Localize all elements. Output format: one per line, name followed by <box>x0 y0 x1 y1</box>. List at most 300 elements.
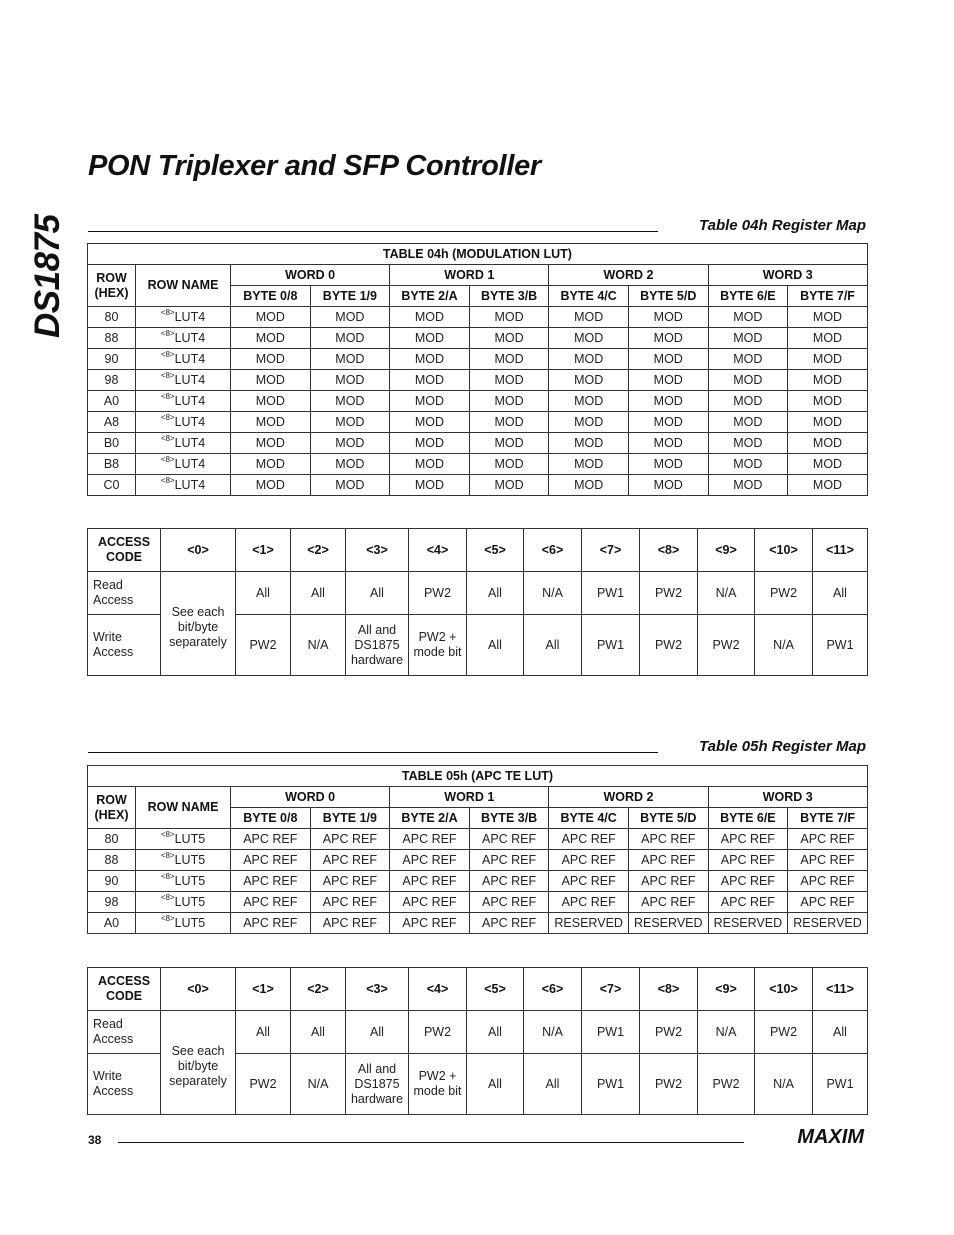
register-cell: MOD <box>310 370 390 391</box>
word-header: WORD 1 <box>390 265 549 286</box>
col-row-hex: ROW (HEX) <box>88 265 136 307</box>
write-access-cell: N/A <box>291 1054 346 1115</box>
register-cell: APC REF <box>469 829 549 850</box>
access-code: <11> <box>813 529 868 572</box>
row-name-superscript: <8> <box>160 412 175 422</box>
row-hex: A0 <box>88 913 136 934</box>
register-cell: APC REF <box>788 829 868 850</box>
register-cell: MOD <box>628 412 708 433</box>
word-header: WORD 3 <box>708 265 867 286</box>
register-cell: MOD <box>628 349 708 370</box>
row-name-superscript: <8> <box>160 871 175 881</box>
row-name-label: LUT4 <box>174 309 206 324</box>
row-name <box>136 454 231 475</box>
register-cell: APC REF <box>708 829 788 850</box>
table-row <box>88 454 868 475</box>
byte-header: BYTE 0/8 <box>231 808 311 829</box>
word-header: WORD 2 <box>549 787 708 808</box>
byte-header: BYTE 0/8 <box>231 286 311 307</box>
register-cell: MOD <box>469 370 549 391</box>
register-cell: MOD <box>788 328 868 349</box>
register-cell: APC REF <box>549 871 629 892</box>
table-row <box>88 475 868 496</box>
table-row <box>88 829 868 850</box>
row-name-superscript: <8> <box>160 454 175 464</box>
access-header-row <box>88 968 868 1011</box>
register-cell: MOD <box>390 391 470 412</box>
row-name <box>136 913 231 934</box>
access-code-header: ACCESS CODE <box>88 529 161 572</box>
access-code: <8> <box>640 529 698 572</box>
access-code: <10> <box>755 529 813 572</box>
read-access-row <box>88 572 868 615</box>
register-cell: MOD <box>231 475 311 496</box>
access-code: <1> <box>236 529 291 572</box>
byte-header: BYTE 5/D <box>628 808 708 829</box>
table-row <box>88 328 868 349</box>
register-cell: MOD <box>628 370 708 391</box>
register-cell: MOD <box>469 328 549 349</box>
row-hex: A0 <box>88 391 136 412</box>
byte-header: BYTE 2/A <box>390 286 470 307</box>
page-number: 38 <box>88 1133 102 1147</box>
word-header: WORD 3 <box>708 787 867 808</box>
register-cell: MOD <box>708 412 788 433</box>
row-name-label: LUT4 <box>174 435 206 450</box>
row-name-superscript: <8> <box>160 328 175 338</box>
read-access-cell: PW2 <box>409 1011 467 1054</box>
register-cell: MOD <box>549 328 629 349</box>
table-row <box>88 391 868 412</box>
write-access-cell: All and DS1875 hardware <box>346 1054 409 1115</box>
heading-rule <box>88 231 658 232</box>
row-hex: 98 <box>88 892 136 913</box>
row-name <box>136 829 231 850</box>
access-code: <4> <box>409 529 467 572</box>
read-access-cell: All <box>236 1011 291 1054</box>
byte-header: BYTE 7/F <box>788 286 868 307</box>
write-access-cell: PW2 + mode bit <box>409 1054 467 1115</box>
byte-header: BYTE 6/E <box>708 808 788 829</box>
byte-header: BYTE 3/B <box>469 808 549 829</box>
row-name-superscript: <8> <box>160 850 175 860</box>
write-access-cell: PW2 <box>236 615 291 676</box>
register-cell: MOD <box>549 454 629 475</box>
read-access-label: Read Access <box>88 1011 161 1054</box>
access-code: <7> <box>582 529 640 572</box>
row-name-label: LUT5 <box>174 831 206 846</box>
write-access-cell: PW1 <box>582 615 640 676</box>
write-access-label: Write Access <box>88 615 161 676</box>
read-access-cell: PW2 <box>640 1011 698 1054</box>
byte-header: BYTE 3/B <box>469 286 549 307</box>
register-cell: APC REF <box>628 871 708 892</box>
register-cell: APC REF <box>708 871 788 892</box>
register-cell: MOD <box>390 349 470 370</box>
register-cell: MOD <box>390 307 470 328</box>
register-cell: MOD <box>549 391 629 412</box>
register-cell: APC REF <box>310 871 390 892</box>
read-access-cell: PW2 <box>409 572 467 615</box>
write-access-cell: PW1 <box>813 615 868 676</box>
row-name-label: LUT4 <box>174 393 206 408</box>
register-cell: APC REF <box>628 850 708 871</box>
register-cell: APC REF <box>390 850 470 871</box>
table04-caption: TABLE 04h (MODULATION LUT) <box>88 244 868 265</box>
row-hex: 90 <box>88 349 136 370</box>
register-cell: MOD <box>788 349 868 370</box>
byte-header: BYTE 4/C <box>549 286 629 307</box>
register-cell: MOD <box>788 433 868 454</box>
register-cell: MOD <box>469 475 549 496</box>
register-cell: APC REF <box>231 850 311 871</box>
read-access-cell: N/A <box>524 572 582 615</box>
register-cell: MOD <box>310 475 390 496</box>
write-access-cell: All and DS1875 hardware <box>346 615 409 676</box>
register-cell: APC REF <box>549 850 629 871</box>
word-header: WORD 1 <box>390 787 549 808</box>
read-access-cell: N/A <box>524 1011 582 1054</box>
register-cell: MOD <box>788 454 868 475</box>
register-cell: MOD <box>708 433 788 454</box>
write-access-cell: All <box>467 615 524 676</box>
byte-header: BYTE 2/A <box>390 808 470 829</box>
access-code: <4> <box>409 968 467 1011</box>
read-access-cell: N/A <box>698 572 755 615</box>
write-access-cell: PW2 <box>640 615 698 676</box>
maxim-logo <box>756 1125 866 1147</box>
row-name-label: LUT5 <box>174 915 206 930</box>
row-name-superscript: <8> <box>160 892 175 902</box>
read-access-cell: PW2 <box>755 572 813 615</box>
row-name-label: LUT5 <box>174 894 206 909</box>
write-access-cell: N/A <box>755 615 813 676</box>
row-hex: 80 <box>88 307 136 328</box>
read-access-cell: PW1 <box>582 1011 640 1054</box>
register-cell: MOD <box>469 433 549 454</box>
read-access-cell: PW2 <box>755 1011 813 1054</box>
byte-header: BYTE 6/E <box>708 286 788 307</box>
write-access-cell: N/A <box>755 1054 813 1115</box>
row-name-label: LUT4 <box>174 414 206 429</box>
byte-header: BYTE 7/F <box>788 808 868 829</box>
row-name-superscript: <8> <box>160 829 175 839</box>
write-access-cell: PW1 <box>813 1054 868 1115</box>
code0-note: See each bit/byte separately <box>161 1011 236 1115</box>
register-cell: MOD <box>549 307 629 328</box>
register-cell: MOD <box>788 475 868 496</box>
access-code: <9> <box>698 968 755 1011</box>
table-row <box>88 850 868 871</box>
register-cell: MOD <box>628 475 708 496</box>
register-cell: MOD <box>231 370 311 391</box>
row-hex: B0 <box>88 433 136 454</box>
read-access-cell: All <box>291 1011 346 1054</box>
row-hex: 98 <box>88 370 136 391</box>
register-cell: APC REF <box>708 892 788 913</box>
register-cell: MOD <box>549 475 629 496</box>
row-name <box>136 349 231 370</box>
read-access-cell: All <box>813 572 868 615</box>
row-name-label: LUT4 <box>174 330 206 345</box>
read-access-cell: All <box>467 572 524 615</box>
col-row-hex: ROW (HEX) <box>88 787 136 829</box>
table05-section-heading <box>88 735 866 755</box>
write-access-cell: All <box>467 1054 524 1115</box>
register-cell: MOD <box>469 307 549 328</box>
register-cell: MOD <box>788 391 868 412</box>
access-code: <8> <box>640 968 698 1011</box>
register-cell: APC REF <box>390 829 470 850</box>
svg-text:MAXIM: MAXIM <box>797 1126 864 1147</box>
register-cell: MOD <box>310 412 390 433</box>
register-cell: MOD <box>469 412 549 433</box>
access-code: <2> <box>291 529 346 572</box>
register-cell: MOD <box>310 454 390 475</box>
register-cell: MOD <box>708 370 788 391</box>
register-cell: MOD <box>628 328 708 349</box>
read-access-cell: All <box>813 1011 868 1054</box>
register-cell: MOD <box>390 328 470 349</box>
register-cell: MOD <box>390 412 470 433</box>
register-cell: APC REF <box>788 850 868 871</box>
row-name-label: LUT4 <box>174 477 206 492</box>
register-cell: APC REF <box>788 871 868 892</box>
register-cell: MOD <box>390 475 470 496</box>
write-access-cell: All <box>524 1054 582 1115</box>
row-name <box>136 475 231 496</box>
row-name <box>136 370 231 391</box>
register-cell: MOD <box>708 391 788 412</box>
write-access-cell: PW2 + mode bit <box>409 615 467 676</box>
register-cell: MOD <box>469 349 549 370</box>
row-name-superscript: <8> <box>160 349 175 359</box>
register-cell: APC REF <box>549 829 629 850</box>
register-cell: MOD <box>788 412 868 433</box>
row-hex: 88 <box>88 328 136 349</box>
register-cell: APC REF <box>628 829 708 850</box>
access-code: <3> <box>346 529 409 572</box>
read-access-cell: N/A <box>698 1011 755 1054</box>
access-code: <9> <box>698 529 755 572</box>
register-cell: APC REF <box>469 871 549 892</box>
row-hex: 80 <box>88 829 136 850</box>
heading-rule <box>88 752 658 753</box>
register-cell: MOD <box>549 412 629 433</box>
read-access-cell: All <box>346 572 409 615</box>
register-cell: APC REF <box>231 913 311 934</box>
write-access-label: Write Access <box>88 1054 161 1115</box>
write-access-cell: All <box>524 615 582 676</box>
row-name <box>136 871 231 892</box>
register-cell: MOD <box>231 307 311 328</box>
read-access-cell: All <box>346 1011 409 1054</box>
read-access-cell: All <box>236 572 291 615</box>
row-name-label: LUT5 <box>174 873 206 888</box>
register-cell: MOD <box>390 433 470 454</box>
row-name-label: LUT4 <box>174 372 206 387</box>
write-access-cell: PW2 <box>698 1054 755 1115</box>
row-name <box>136 412 231 433</box>
register-cell: APC REF <box>708 850 788 871</box>
col-row-name: ROW NAME <box>136 265 231 307</box>
register-cell: APC REF <box>310 829 390 850</box>
register-cell: MOD <box>788 307 868 328</box>
register-cell: APC REF <box>310 850 390 871</box>
table-row <box>88 307 868 328</box>
register-cell: MOD <box>231 433 311 454</box>
register-cell: MOD <box>549 349 629 370</box>
register-cell: MOD <box>788 370 868 391</box>
row-name <box>136 892 231 913</box>
row-hex: 90 <box>88 871 136 892</box>
register-cell: APC REF <box>469 850 549 871</box>
register-cell: MOD <box>231 412 311 433</box>
row-name <box>136 391 231 412</box>
table-row <box>88 892 868 913</box>
table04-access-codes <box>87 528 868 676</box>
table-row <box>88 871 868 892</box>
byte-header: BYTE 1/9 <box>310 808 390 829</box>
register-cell: APC REF <box>310 913 390 934</box>
word-header: WORD 0 <box>231 787 390 808</box>
register-cell: MOD <box>549 433 629 454</box>
access-code: <5> <box>467 968 524 1011</box>
register-cell: RESERVED <box>549 913 629 934</box>
register-cell: MOD <box>231 454 311 475</box>
write-access-cell: N/A <box>291 615 346 676</box>
table-row <box>88 433 868 454</box>
access-code: <6> <box>524 968 582 1011</box>
read-access-label: Read Access <box>88 572 161 615</box>
access-code-header: ACCESS CODE <box>88 968 161 1011</box>
register-cell: MOD <box>708 328 788 349</box>
register-cell: APC REF <box>231 871 311 892</box>
row-name <box>136 433 231 454</box>
table05-caption: TABLE 05h (APC TE LUT) <box>88 766 868 787</box>
register-cell: MOD <box>310 328 390 349</box>
register-cell: MOD <box>310 433 390 454</box>
write-access-cell: PW2 <box>640 1054 698 1115</box>
register-cell: MOD <box>310 349 390 370</box>
register-cell: MOD <box>628 307 708 328</box>
register-cell: MOD <box>628 391 708 412</box>
row-hex: C0 <box>88 475 136 496</box>
register-cell: APC REF <box>469 913 549 934</box>
row-hex: A8 <box>88 412 136 433</box>
register-cell: RESERVED <box>708 913 788 934</box>
word-header: WORD 0 <box>231 265 390 286</box>
register-cell: RESERVED <box>788 913 868 934</box>
read-access-cell: All <box>291 572 346 615</box>
row-name-label: LUT5 <box>174 852 206 867</box>
register-cell: APC REF <box>231 829 311 850</box>
write-access-cell: PW2 <box>698 615 755 676</box>
register-cell: MOD <box>708 454 788 475</box>
table-row <box>88 349 868 370</box>
table04-register-map <box>87 243 868 496</box>
register-cell: MOD <box>628 433 708 454</box>
register-cell: APC REF <box>390 913 470 934</box>
row-hex: 88 <box>88 850 136 871</box>
word-header: WORD 2 <box>549 265 708 286</box>
table05-access-codes <box>87 967 868 1115</box>
read-access-cell: All <box>467 1011 524 1054</box>
register-cell: APC REF <box>231 892 311 913</box>
row-name-superscript: <8> <box>160 307 175 317</box>
access-code: <2> <box>291 968 346 1011</box>
register-cell: MOD <box>469 454 549 475</box>
table04-section-heading <box>88 214 866 234</box>
access-code: <1> <box>236 968 291 1011</box>
table04-heading-text: Table 04h Register Map <box>699 217 866 234</box>
col-row-name: ROW NAME <box>136 787 231 829</box>
register-cell: MOD <box>628 454 708 475</box>
register-cell: MOD <box>310 307 390 328</box>
row-name-superscript: <8> <box>160 391 175 401</box>
read-access-cell: PW2 <box>640 572 698 615</box>
access-code: <0> <box>161 529 236 572</box>
register-cell: APC REF <box>788 892 868 913</box>
register-cell: MOD <box>390 370 470 391</box>
register-cell: MOD <box>390 454 470 475</box>
read-access-cell: PW1 <box>582 572 640 615</box>
table05-heading-text: Table 05h Register Map <box>699 738 866 755</box>
register-cell: MOD <box>549 370 629 391</box>
register-cell: MOD <box>231 391 311 412</box>
register-cell: MOD <box>708 307 788 328</box>
register-cell: APC REF <box>549 892 629 913</box>
register-cell: APC REF <box>310 892 390 913</box>
register-cell: APC REF <box>390 892 470 913</box>
register-cell: MOD <box>708 349 788 370</box>
byte-header: BYTE 1/9 <box>310 286 390 307</box>
table-row <box>88 370 868 391</box>
row-name-label: LUT4 <box>174 456 206 471</box>
row-name-superscript: <8> <box>160 370 175 380</box>
access-code: <6> <box>524 529 582 572</box>
row-name <box>136 850 231 871</box>
register-cell: MOD <box>231 349 311 370</box>
row-name-superscript: <8> <box>160 433 175 443</box>
table-row <box>88 412 868 433</box>
access-code: <11> <box>813 968 868 1011</box>
access-code: <0> <box>161 968 236 1011</box>
register-cell: MOD <box>469 391 549 412</box>
access-code: <3> <box>346 968 409 1011</box>
byte-header: BYTE 5/D <box>628 286 708 307</box>
row-name-superscript: <8> <box>160 913 175 923</box>
access-code: <10> <box>755 968 813 1011</box>
access-code: <7> <box>582 968 640 1011</box>
access-header-row <box>88 529 868 572</box>
access-code: <5> <box>467 529 524 572</box>
row-name-superscript: <8> <box>160 475 175 485</box>
register-cell: APC REF <box>628 892 708 913</box>
page-title: PON Triplexer and SFP Controller <box>88 150 541 182</box>
row-name <box>136 307 231 328</box>
read-access-row <box>88 1011 868 1054</box>
code0-note: See each bit/byte separately <box>161 572 236 676</box>
footer-rule <box>118 1142 744 1143</box>
write-access-cell: PW1 <box>582 1054 640 1115</box>
table05-register-map <box>87 765 868 934</box>
byte-header: BYTE 4/C <box>549 808 629 829</box>
register-cell: APC REF <box>390 871 470 892</box>
part-number-side-label: DS1875 <box>28 214 67 338</box>
register-cell: MOD <box>231 328 311 349</box>
write-access-cell: PW2 <box>236 1054 291 1115</box>
